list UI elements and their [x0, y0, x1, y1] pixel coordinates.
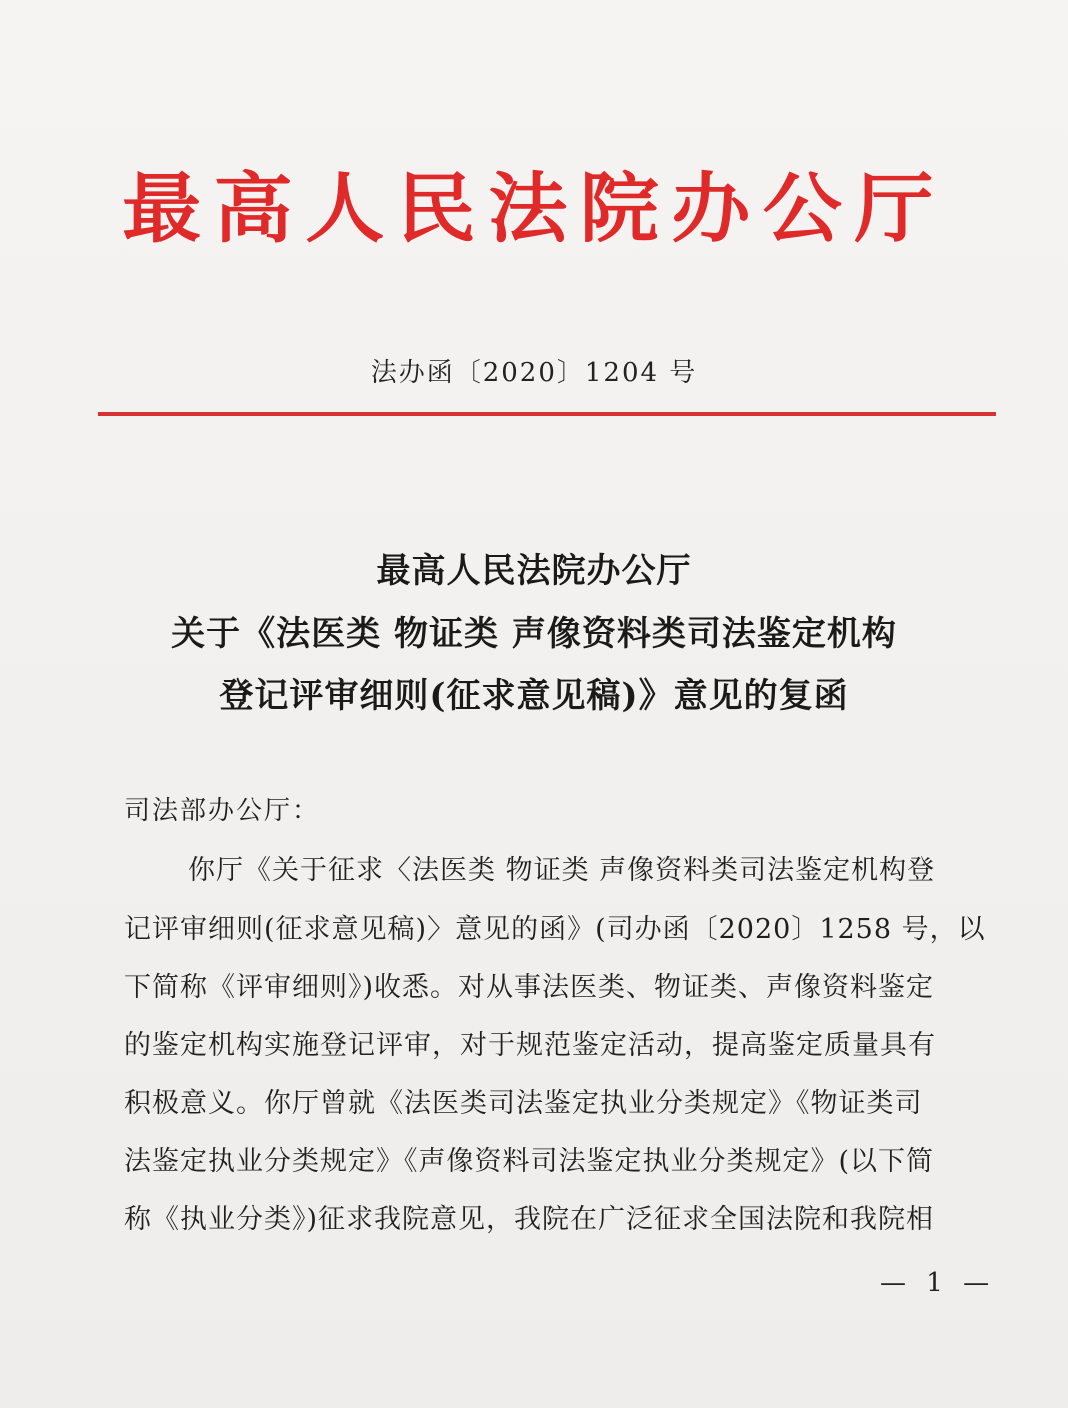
body-line: 记评审细则(征求意见稿)〉意见的函》(司办函〔2020〕1258 号，以 [124, 914, 986, 945]
document-number: 法办函〔2020〕1204 号 [370, 358, 698, 388]
salutation: 司法部办公厅： [124, 796, 321, 826]
title-line-1: 最高人民法院办公厅 [376, 551, 692, 591]
body-line: 积极意义。你厅曾就《法医类司法鉴定执业分类规定》《物证类司 [124, 1088, 923, 1119]
title-line-2: 关于《法医类 物证类 声像资料类司法鉴定机构 [171, 614, 897, 654]
body-line: 称《执业分类》)征求我院意见，我院在广泛征求全国法院和我院相 [124, 1204, 935, 1235]
page-number: — 1 — [880, 1268, 996, 1298]
title-line-3: 登记评审细则(征求意见稿)》意见的复函 [219, 676, 849, 716]
body-line: 法鉴定执业分类规定》《声像资料司法鉴定执业分类规定》(以下简 [124, 1146, 935, 1177]
letterhead-issuer: 最高人民法院办公厅 [122, 164, 946, 253]
body-line: 下简称《评审细则》)收悉。对从事法医类、物证类、声像资料鉴定 [124, 972, 935, 1003]
body-line: 你厅《关于征求〈法医类 物证类 声像资料类司法鉴定机构登 [188, 855, 936, 886]
letterhead-red-rule [98, 412, 996, 416]
body-line: 的鉴定机构实施登记评审，对于规范鉴定活动，提高鉴定质量具有 [124, 1030, 936, 1061]
